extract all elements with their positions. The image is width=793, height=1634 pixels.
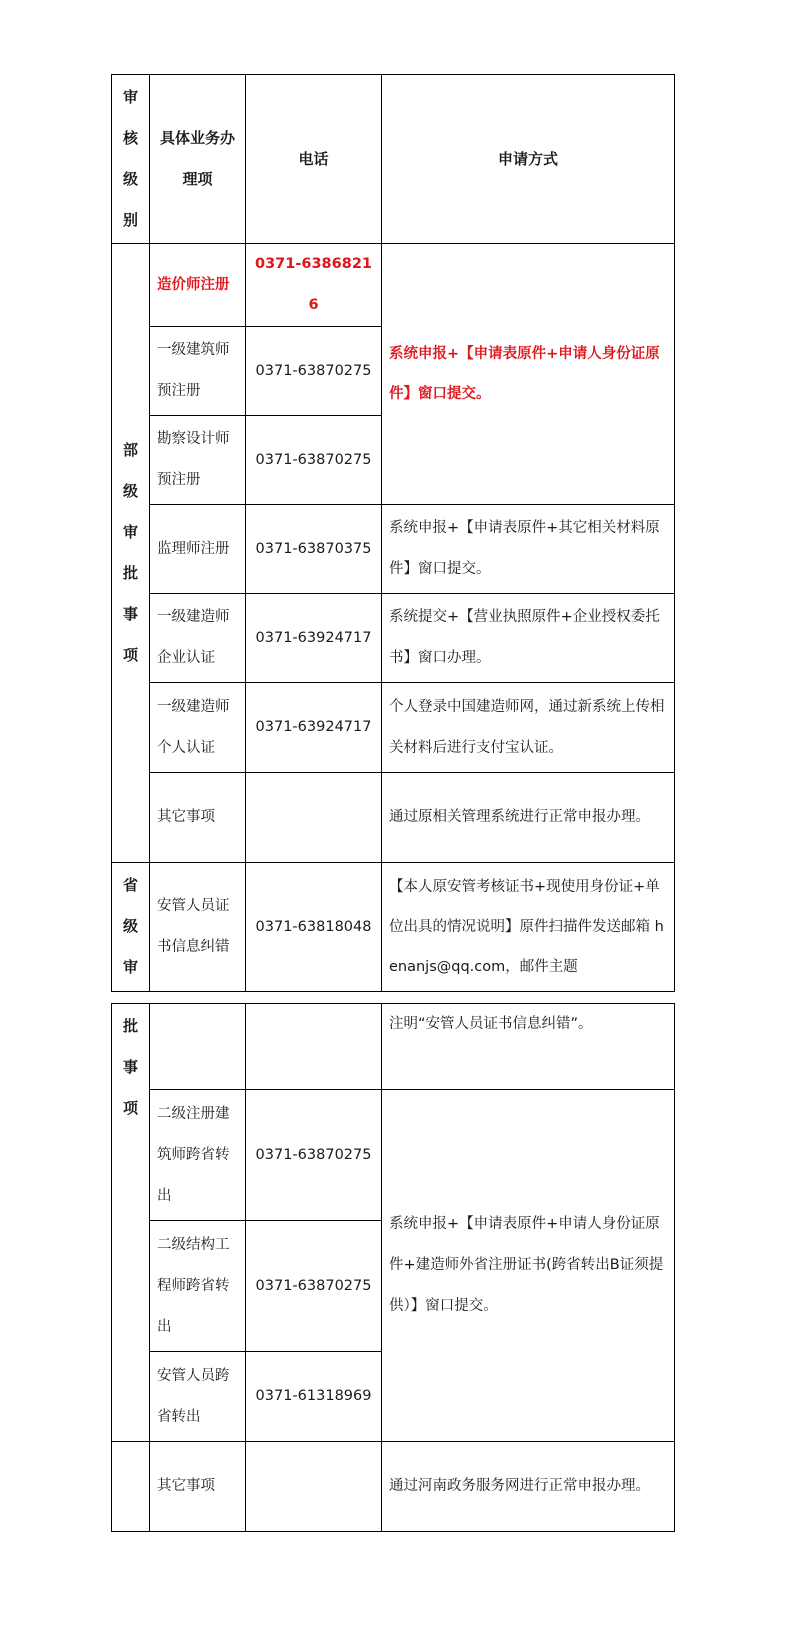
table-row — [112, 773, 675, 863]
row-item: 造价师注册 — [150, 244, 246, 327]
row-phone: 0371-63924717 — [246, 683, 382, 773]
row-phone: 0371-63868216 — [246, 244, 382, 327]
row-method: 系统申报+【申请表原件+其它相关材料原件】窗口提交。 — [382, 505, 675, 594]
row-phone: 0371-63818048 — [246, 863, 382, 992]
row-phone: 0371-63924717 — [246, 594, 382, 683]
table-row — [112, 863, 675, 992]
row-method: 系统提交+【营业执照原件+企业授权委托书】窗口办理。 — [382, 594, 675, 683]
row-phone — [246, 1442, 382, 1532]
row-item: 其它事项 — [150, 1442, 246, 1532]
header-level: 审 核 级 别 — [112, 75, 150, 244]
table-header-row — [112, 75, 675, 244]
row-phone: 0371-63870275 — [246, 1221, 382, 1352]
table-row — [112, 1004, 675, 1090]
row-item: 安管人员证书信息纠错 — [150, 863, 246, 992]
merged-method-cell: 系统申报+【申请表原件+申请人身份证原件】窗口提交。 — [382, 244, 675, 505]
row-item: 二级结构工程师跨省转出 — [150, 1221, 246, 1352]
row-phone — [246, 773, 382, 863]
row-phone: 0371-61318969 — [246, 1352, 382, 1442]
row-item: 一级建造师个人认证 — [150, 683, 246, 773]
row-item: 一级建筑师预注册 — [150, 327, 246, 416]
ministry-level-cell: 部 级 审 批 事 项 — [112, 244, 150, 863]
row-phone: 0371-63870275 — [246, 416, 382, 505]
table-row — [112, 1442, 675, 1532]
row-item: 其它事项 — [150, 773, 246, 863]
row-phone: 0371-63870375 — [246, 505, 382, 594]
merged-method-cell: 系统申报+【申请表原件+申请人身份证原件+建造师外省注册证书(跨省转出B证须提供）】窗口提交。 — [382, 1090, 675, 1442]
row-method: 通过河南政务服务网进行正常申报办理。 — [382, 1442, 675, 1532]
table-row — [112, 1090, 675, 1221]
table-row — [112, 244, 675, 327]
row-method: 个人登录中国建造师网，通过新系统上传相关材料后进行支付宝认证。 — [382, 683, 675, 773]
province-level-continued: 批 事 项 — [112, 1004, 150, 1442]
row-method: 【本人原安管考核证书+现使用身份证+单位出具的情况说明】原件扫描件发送邮箱 henanjs@qq.com，邮件主题 — [382, 863, 675, 992]
row-phone: 0371-63870275 — [246, 327, 382, 416]
table-row — [112, 505, 675, 594]
province-level-cell: 省 级 审 — [112, 863, 150, 992]
row-method: 通过原相关管理系统进行正常申报办理。 — [382, 773, 675, 863]
approval-table-page-2 — [111, 1003, 675, 1532]
row-phone: 0371-63870275 — [246, 1090, 382, 1221]
row-item: 二级注册建筑师跨省转出 — [150, 1090, 246, 1221]
header-item: 具体业务办理项 — [150, 75, 246, 244]
table-row — [112, 594, 675, 683]
row-item: 一级建造师企业认证 — [150, 594, 246, 683]
level-empty-cell — [112, 1442, 150, 1532]
table-row — [112, 683, 675, 773]
approval-table-page-1 — [111, 74, 675, 992]
row-phone — [246, 1004, 382, 1090]
row-item — [150, 1004, 246, 1090]
row-item: 勘察设计师预注册 — [150, 416, 246, 505]
header-method: 申请方式 — [382, 75, 675, 244]
row-item: 监理师注册 — [150, 505, 246, 594]
row-method: 注明“安管人员证书信息纠错”。 — [382, 1004, 675, 1090]
header-phone: 电话 — [246, 75, 382, 244]
row-item: 安管人员跨省转出 — [150, 1352, 246, 1442]
